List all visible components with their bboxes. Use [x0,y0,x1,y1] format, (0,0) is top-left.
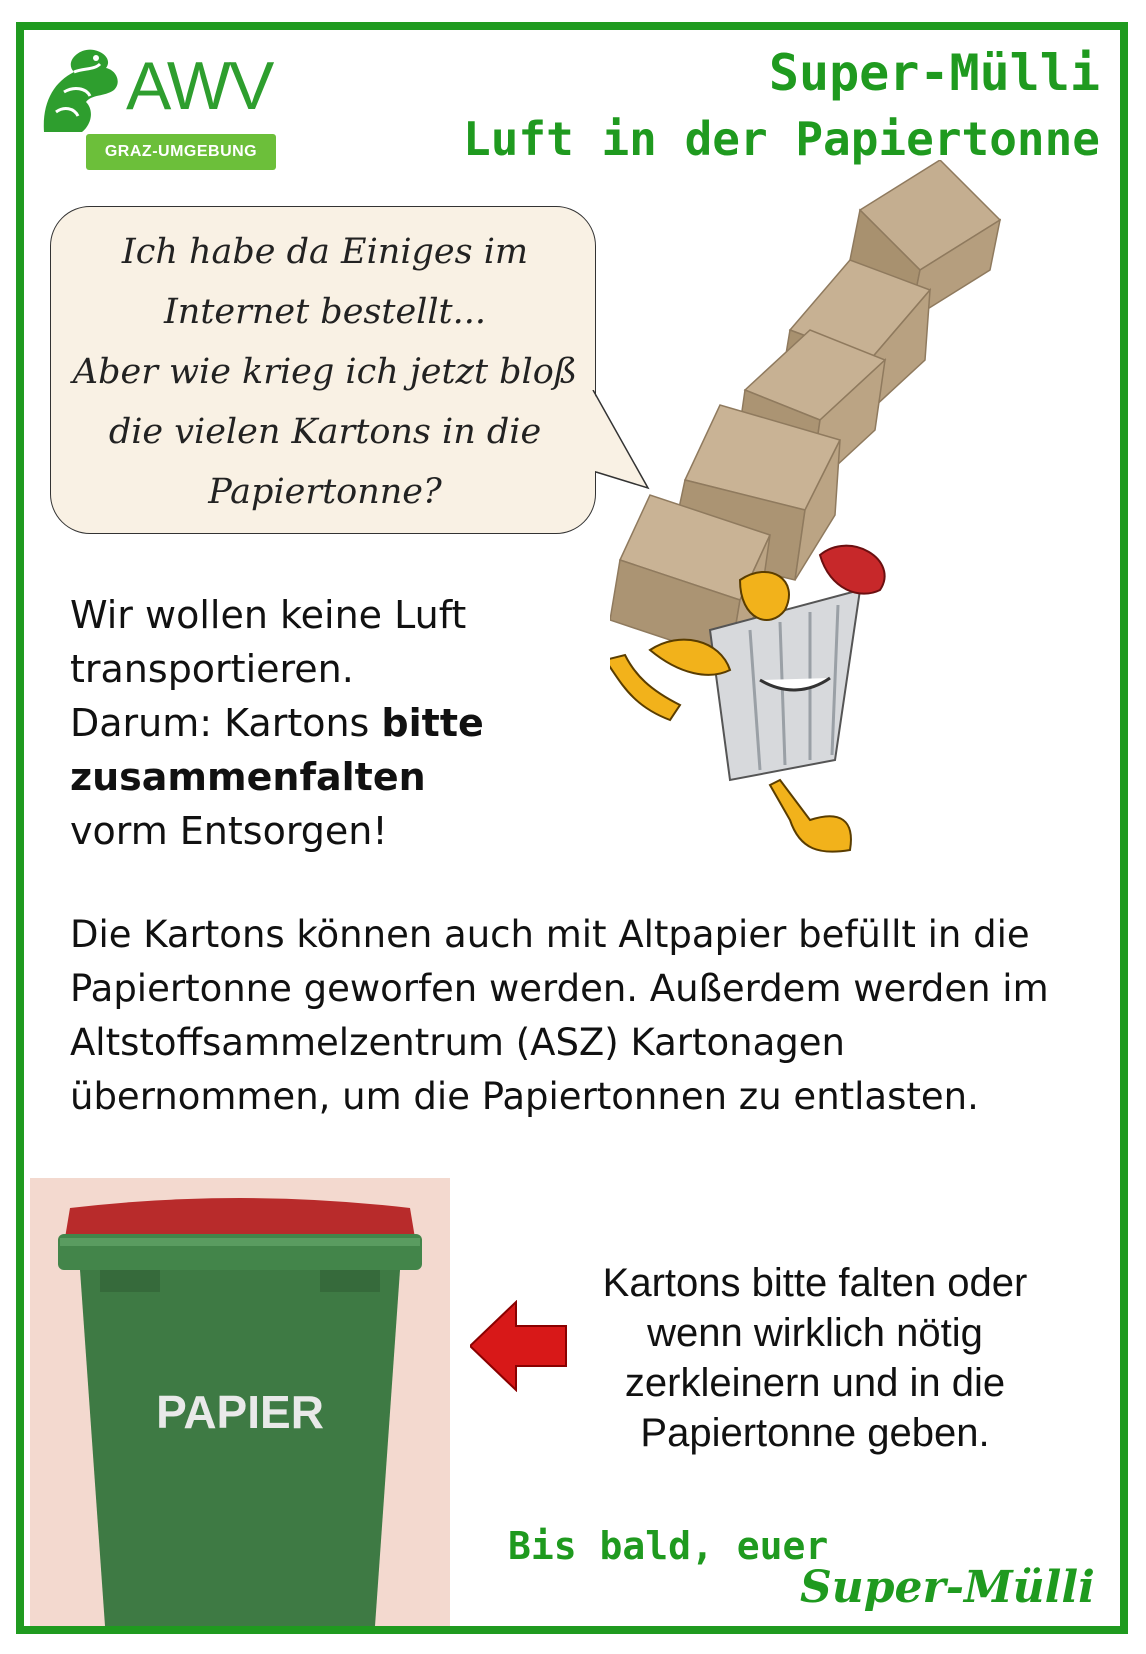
main-line: Wir wollen keine Luft [70,593,467,637]
paper-bin-photo [30,1178,450,1626]
page-title: Super-Mülli [768,44,1100,102]
main-line-bold: zusammenfalten [70,755,426,799]
bin-label: PAPIER [156,1386,324,1438]
main-line [70,750,590,804]
main-line: transportieren. [70,647,354,691]
fold-line: Papiertonne geben. [640,1411,990,1455]
bubble-line: Ich habe da Einiges im [121,232,529,272]
main-line [70,696,590,750]
paragraph-line: Die Kartons können auch mit Altpapier befüllt in die [70,913,1030,956]
fold-instructions [580,1258,1050,1458]
super-muelli-cartoon [610,160,1080,880]
speech-bubble-text [52,222,598,522]
info-paragraph [70,908,1070,1124]
paragraph-line: übernommen, um die Papiertonnen zu entlasten. [70,1075,979,1118]
awv-logo [34,42,284,174]
logo-region: GRAZ-UMGEBUNG [86,134,276,170]
bubble-line: Internet bestellt... [163,292,486,332]
red-arrow-left-icon [470,1300,570,1392]
logo-brand: AWV [126,48,273,124]
main-line-prefix: Darum: Kartons [70,701,382,745]
bubble-line: Papiertonne? [208,472,442,512]
fold-line: Kartons bitte falten oder [602,1261,1028,1305]
main-line: vorm Entsorgen! [70,809,388,853]
closing-text: Bis bald, euer [508,1524,829,1568]
main-line-bold: bitte [381,701,484,745]
page-subtitle: Luft in der Papiertonne [463,112,1100,166]
signature: Super-Mülli [800,1562,1095,1613]
bubble-line: die vielen Kartons in die [108,412,542,452]
dragon-emblem-icon [34,42,126,138]
paragraph-line: Papiertonne geworfen werden. Außerdem werden im [70,967,1049,1010]
fold-line: zerkleinern und in die [624,1361,1006,1405]
main-message [70,588,590,858]
fold-line: wenn wirklich nötig [647,1311,983,1355]
paragraph-line: Altstoffsammelzentrum (ASZ) Kartonagen [70,1021,845,1064]
bubble-line: Aber wie krieg ich jetzt bloß [72,352,578,392]
